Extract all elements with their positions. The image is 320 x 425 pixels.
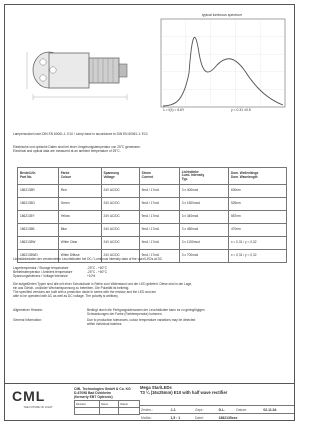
spectrum-plot xyxy=(155,13,289,123)
cell: 1862135G xyxy=(18,198,59,211)
file-label: Datei: xyxy=(194,414,218,422)
table-row xyxy=(18,211,287,224)
general-note-de-label: Allgemeiner Hinweis: xyxy=(13,308,43,312)
company-city: D-67098 Bad Dürkheim xyxy=(74,391,111,396)
cell: 630nm xyxy=(228,185,286,198)
cell: 24V AC/DC xyxy=(101,237,139,250)
cell: 3 x 400mcd xyxy=(179,185,228,198)
measurement-note-de: Elektrische und optische Daten sind bei einer Umgebungstemperatur von 25°C gemessen. xyxy=(13,145,141,149)
cell: 3 x 450mcd xyxy=(179,224,228,237)
table-row xyxy=(18,185,287,198)
cell: 9mA / 17mA xyxy=(139,211,179,224)
measurement-note-en: Electrical and optical data are measured at an ambient temperature of 25°C. xyxy=(13,149,121,153)
cell: x = 0,31 / y = 0,32 xyxy=(228,237,286,250)
product-table xyxy=(17,167,287,263)
lamp-illustration xyxy=(19,15,149,120)
company-name: CML Technologies GmbH & Co. KG xyxy=(74,387,131,391)
revision-grid xyxy=(74,400,140,415)
cell: 3 x 340mcd xyxy=(179,211,228,224)
general-note-en-2: within individual batches. xyxy=(87,322,123,326)
logo-tagline: THE FUTURE OF LIGHT xyxy=(23,406,53,409)
dc-note: Lichtstärkedaten der verwendeten Leuchtdioden bei DC / Luminous intensity data of the used LEDs at DC xyxy=(13,257,163,261)
product-line-2: T3 ¼ (16x25mm) E10 with half wave rectifier xyxy=(140,390,228,395)
ambient-temp-label: Betriebstemperatur / Ambient temperature xyxy=(13,270,73,274)
cell: 24V AC/DC xyxy=(101,198,139,211)
cell: 3 x 700mcd xyxy=(179,250,228,263)
cell: 24V AC/DC xyxy=(101,250,139,263)
col-part-no: Bestell-Nr. Part No. xyxy=(18,168,59,185)
company-former: (formerly EBT Optronic) xyxy=(74,395,113,400)
cml-logo xyxy=(6,386,70,419)
logo-wordmark: CML xyxy=(12,388,46,404)
scale-label: Maßst.: xyxy=(140,414,170,422)
cell: Blue xyxy=(58,224,101,237)
company-address xyxy=(74,387,131,400)
file-value: 1862135xxx xyxy=(218,414,294,422)
date-val-label: Datum: xyxy=(235,406,262,414)
scale-value: 1,5 : 1 xyxy=(170,414,194,422)
cell: 1862135B xyxy=(18,224,59,237)
diode-note-de-1: Die aufgeführten Typen sind alle mit einer Schutzdiode in Reihe zum Widerstand und der LED geliefert. Diese sind in der Lage, xyxy=(13,282,193,286)
storage-temp-value: -25°C - +60°C xyxy=(87,266,107,270)
cell: 1862135Y xyxy=(18,211,59,224)
cell: Yellow xyxy=(58,211,101,224)
product-line-1: Mega Star/LEDs xyxy=(140,385,172,390)
name-label: Name xyxy=(100,401,119,408)
voltage-tolerance-value: +10% xyxy=(87,274,96,278)
general-note-en-label: General information: xyxy=(13,318,42,322)
storage-temp-label: Lagertemperatur / Storage temperature xyxy=(13,266,69,270)
cell: Green xyxy=(58,198,101,211)
lamp-drawing xyxy=(19,15,149,120)
cell: 9mA / 17mA xyxy=(139,237,179,250)
table-row xyxy=(18,198,287,211)
cell: 9mA / 17mA xyxy=(139,224,179,237)
cell: 1862135WD xyxy=(18,250,59,263)
col-colour: Farbe Colour xyxy=(58,168,101,185)
cell: 24V AC/DC xyxy=(101,185,139,198)
checked-value: D.L. xyxy=(218,406,236,414)
drawn-label: Zeichn.: xyxy=(140,406,170,414)
cell: 24V AC/DC xyxy=(101,211,139,224)
cell: 525nm xyxy=(228,198,286,211)
cell: 9mA / 17mA xyxy=(139,250,179,263)
diode-note-en-1: The specified versions are built with a protection diode in series with the resistor and the LED and are xyxy=(13,290,156,294)
drawing-meta xyxy=(140,405,294,421)
datasheet-frame xyxy=(4,4,295,421)
spectrum-title: typical luminous spectrum xyxy=(201,13,243,17)
general-note-en-1: Due to production tolerances, colour temperature variations may be detected xyxy=(87,318,196,322)
table-row xyxy=(18,224,287,237)
cell: White Clear xyxy=(58,237,101,250)
diode-note-de-2: ein aus Gleich- und/oder Wechselspannung zu betreiben. Die Polarität ist beliebig. xyxy=(13,286,130,290)
spectrum-formula-right: y = 0.31 ±0.5 xyxy=(231,108,251,112)
ambient-temp-value: -25°C - +60°C xyxy=(87,270,107,274)
diode-note-en-2: able to be operated with AC as well as DC voltage. The polarity is arbitrary. xyxy=(13,294,119,298)
spectrum-chart xyxy=(155,13,289,123)
cell: Red xyxy=(58,185,101,198)
cell: 9mA / 17mA xyxy=(139,198,179,211)
table-row xyxy=(18,237,287,250)
title-block xyxy=(4,383,295,422)
general-note-de-2: Schwankungen der Farbe (Farbtemperatur) kommen. xyxy=(87,312,163,316)
checked-label: Gepr.: xyxy=(194,406,218,414)
general-note-de-1: Bedingt durch die Fertigungstoleranzen der Leuchtdioden kann es zu geringfügigen xyxy=(87,308,205,312)
cell: White Diffuse xyxy=(58,250,101,263)
cell: 587nm xyxy=(228,211,286,224)
cell: 24V AC/DC xyxy=(101,224,139,237)
cell: 3 x 1150mcd xyxy=(179,237,228,250)
spectrum-formula-left: λ = f(λ) = 6.6Y xyxy=(163,108,185,112)
date-label: Datum xyxy=(119,401,140,408)
cell: 470nm xyxy=(228,224,286,237)
cell: 9mA / 17mA xyxy=(139,185,179,198)
cell: 3 x 1500mcd xyxy=(179,198,228,211)
revision-label: Revision xyxy=(75,401,100,408)
table-header-row xyxy=(18,168,287,185)
drawn-value: J.J. xyxy=(170,406,194,414)
date-value: 02.11.04 xyxy=(262,406,294,414)
col-voltage: Spannung Voltage xyxy=(101,168,139,185)
lamp-base-note: Lampensockel nach DIN EN 60061-1: E10 / Lamp base in accordance to DIN EN 60061-1: E10 xyxy=(13,132,148,136)
cell: 1862135W xyxy=(18,237,59,250)
cell: 1862135R xyxy=(18,185,59,198)
voltage-tolerance-label: Spannungstoleranz / Voltage tolerance xyxy=(13,274,68,278)
col-intensity: Lichtstärke Lumi. Intensity Typ. xyxy=(179,168,228,185)
cell: x = 0,31 / y = 0,32 xyxy=(228,250,286,263)
product-title xyxy=(140,385,294,395)
col-current: Strom Current xyxy=(139,168,179,185)
col-wavelength: Dom. Wellenlänge Dom. Wavelength xyxy=(228,168,286,185)
